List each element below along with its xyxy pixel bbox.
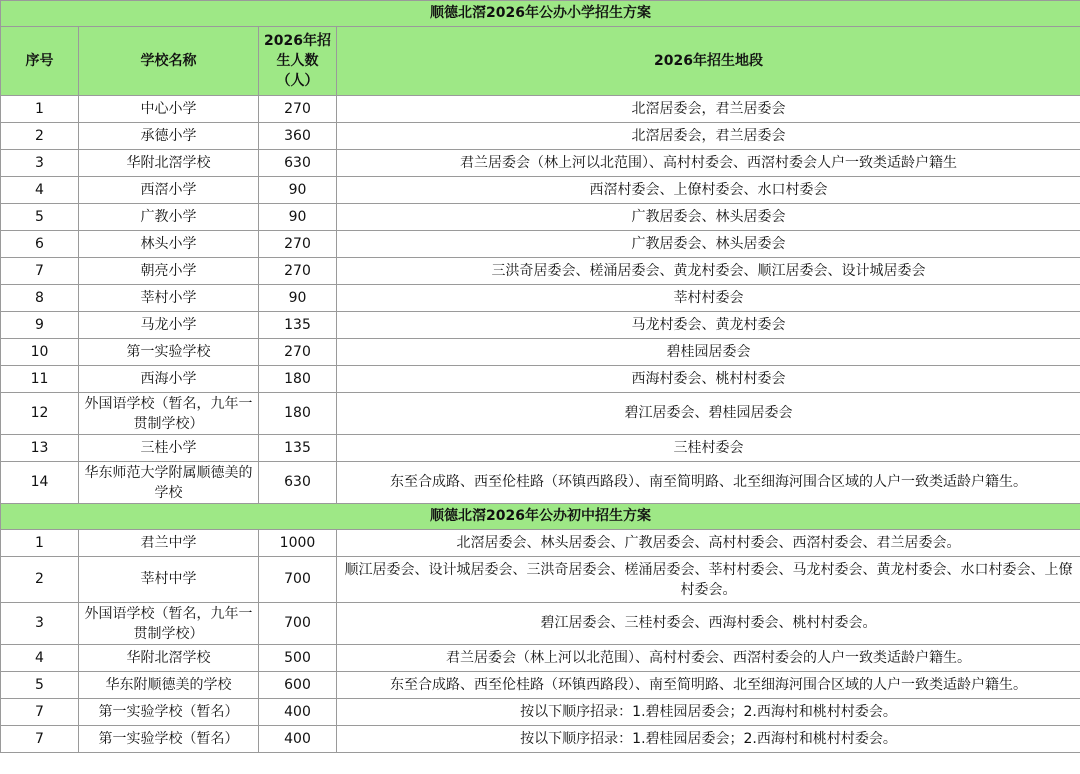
row-no: 7 — [1, 258, 79, 285]
row-school: 华附北滘学校 — [79, 645, 259, 672]
row-region: 东至合成路、西至伦桂路（环镇西路段）、南至简明路、北至细海河围合区域的人户一致类适龄户籍生。 — [337, 672, 1080, 699]
row-region: 北滘居委会，君兰居委会 — [337, 123, 1080, 150]
row-region: 北滘居委会，君兰居委会 — [337, 96, 1080, 123]
row-quota: 90 — [259, 204, 337, 231]
row-quota: 135 — [259, 312, 337, 339]
header-quota: 2026年招生人数（人） — [259, 27, 337, 96]
row-region: 按以下顺序招录：1.碧桂园居委会；2.西海村和桃村村委会。 — [337, 726, 1080, 753]
row-region: 广教居委会、林头居委会 — [337, 231, 1080, 258]
row-school: 外国语学校（暂名，九年一贯制学校） — [79, 603, 259, 645]
row-quota: 700 — [259, 557, 337, 603]
row-region: 君兰居委会（林上河以北范围）、高村村委会、西滘村委会的人户一致类适龄户籍生。 — [337, 645, 1080, 672]
row-quota: 180 — [259, 366, 337, 393]
primary-title-row — [1, 1, 1080, 27]
row-school: 广教小学 — [79, 204, 259, 231]
row-school: 马龙小学 — [79, 312, 259, 339]
middle-row — [1, 603, 1080, 645]
row-no: 9 — [1, 312, 79, 339]
row-quota: 180 — [259, 393, 337, 435]
row-school: 中心小学 — [79, 96, 259, 123]
row-region: 东至合成路、西至伦桂路（环镇西路段）、南至简明路、北至细海河围合区域的人户一致类适龄户籍生。 — [337, 462, 1080, 504]
row-quota: 135 — [259, 435, 337, 462]
row-region: 顺江居委会、设计城居委会、三洪奇居委会、槎涌居委会、莘村村委会、马龙村委会、黄龙村委会、水口村委会、上僚村委会。 — [337, 557, 1080, 603]
primary-row — [1, 150, 1080, 177]
row-no: 2 — [1, 557, 79, 603]
row-region: 碧江居委会、三桂村委会、西海村委会、桃村村委会。 — [337, 603, 1080, 645]
primary-row — [1, 123, 1080, 150]
row-quota: 90 — [259, 285, 337, 312]
row-no: 14 — [1, 462, 79, 504]
row-region: 碧江居委会、碧桂园居委会 — [337, 393, 1080, 435]
middle-row — [1, 672, 1080, 699]
row-school: 承德小学 — [79, 123, 259, 150]
header-school: 学校名称 — [79, 27, 259, 96]
row-quota: 270 — [259, 339, 337, 366]
row-school: 第一实验学校（暂名） — [79, 699, 259, 726]
row-region: 三洪奇居委会、槎涌居委会、黄龙村委会、顺江居委会、设计城居委会 — [337, 258, 1080, 285]
primary-row — [1, 435, 1080, 462]
row-quota: 270 — [259, 258, 337, 285]
row-quota: 700 — [259, 603, 337, 645]
row-region: 西海村委会、桃村村委会 — [337, 366, 1080, 393]
row-region: 北滘居委会、林头居委会、广教居委会、高村村委会、西滘村委会、君兰居委会。 — [337, 530, 1080, 557]
row-no: 13 — [1, 435, 79, 462]
row-school: 第一实验学校 — [79, 339, 259, 366]
row-school: 林头小学 — [79, 231, 259, 258]
primary-row — [1, 204, 1080, 231]
row-school: 君兰中学 — [79, 530, 259, 557]
row-no: 4 — [1, 177, 79, 204]
row-no: 11 — [1, 366, 79, 393]
row-quota: 90 — [259, 177, 337, 204]
row-school: 朝亮小学 — [79, 258, 259, 285]
primary-row — [1, 177, 1080, 204]
row-school: 莘村小学 — [79, 285, 259, 312]
primary-row — [1, 285, 1080, 312]
row-school: 第一实验学校（暂名） — [79, 726, 259, 753]
primary-row — [1, 231, 1080, 258]
row-region: 三桂村委会 — [337, 435, 1080, 462]
primary-row — [1, 258, 1080, 285]
middle-title-row — [1, 504, 1080, 530]
header-region: 2026年招生地段 — [337, 27, 1080, 96]
header-no: 序号 — [1, 27, 79, 96]
row-no: 3 — [1, 603, 79, 645]
row-school: 西滘小学 — [79, 177, 259, 204]
row-quota: 600 — [259, 672, 337, 699]
row-school: 华附北滘学校 — [79, 150, 259, 177]
middle-table-title: 顺德北滘2026年公办初中招生方案 — [1, 504, 1080, 530]
row-quota: 400 — [259, 699, 337, 726]
row-no: 7 — [1, 699, 79, 726]
row-school: 外国语学校（暂名，九年一贯制学校） — [79, 393, 259, 435]
row-region: 按以下顺序招录：1.碧桂园居委会；2.西海村和桃村村委会。 — [337, 699, 1080, 726]
row-school: 华东师范大学附属顺德美的学校 — [79, 462, 259, 504]
row-quota: 270 — [259, 96, 337, 123]
row-school: 莘村中学 — [79, 557, 259, 603]
middle-row — [1, 557, 1080, 603]
row-no: 12 — [1, 393, 79, 435]
row-no: 1 — [1, 96, 79, 123]
row-no: 4 — [1, 645, 79, 672]
header-row — [1, 27, 1080, 96]
row-region: 广教居委会、林头居委会 — [337, 204, 1080, 231]
row-school: 三桂小学 — [79, 435, 259, 462]
row-school: 西海小学 — [79, 366, 259, 393]
primary-table-title: 顺德北滘2026年公办小学招生方案 — [1, 1, 1080, 27]
row-region: 君兰居委会（林上河以北范围）、高村村委会、西滘村委会人户一致类适龄户籍生 — [337, 150, 1080, 177]
row-no: 2 — [1, 123, 79, 150]
row-no: 6 — [1, 231, 79, 258]
row-no: 10 — [1, 339, 79, 366]
row-quota: 630 — [259, 462, 337, 504]
primary-row — [1, 462, 1080, 504]
primary-row — [1, 393, 1080, 435]
primary-row — [1, 339, 1080, 366]
row-quota: 630 — [259, 150, 337, 177]
row-no: 3 — [1, 150, 79, 177]
row-no: 5 — [1, 204, 79, 231]
row-region: 碧桂园居委会 — [337, 339, 1080, 366]
middle-row — [1, 645, 1080, 672]
middle-row — [1, 530, 1080, 557]
row-no: 7 — [1, 726, 79, 753]
row-no: 5 — [1, 672, 79, 699]
row-quota: 270 — [259, 231, 337, 258]
row-region: 西滘村委会、上僚村委会、水口村委会 — [337, 177, 1080, 204]
row-no: 1 — [1, 530, 79, 557]
row-region: 莘村村委会 — [337, 285, 1080, 312]
primary-row — [1, 312, 1080, 339]
middle-row — [1, 699, 1080, 726]
primary-row — [1, 366, 1080, 393]
row-quota: 500 — [259, 645, 337, 672]
primary-row — [1, 96, 1080, 123]
row-region: 马龙村委会、黄龙村委会 — [337, 312, 1080, 339]
row-quota: 360 — [259, 123, 337, 150]
row-school: 华东附顺德美的学校 — [79, 672, 259, 699]
row-no: 8 — [1, 285, 79, 312]
middle-row — [1, 726, 1080, 753]
row-quota: 1000 — [259, 530, 337, 557]
row-quota: 400 — [259, 726, 337, 753]
